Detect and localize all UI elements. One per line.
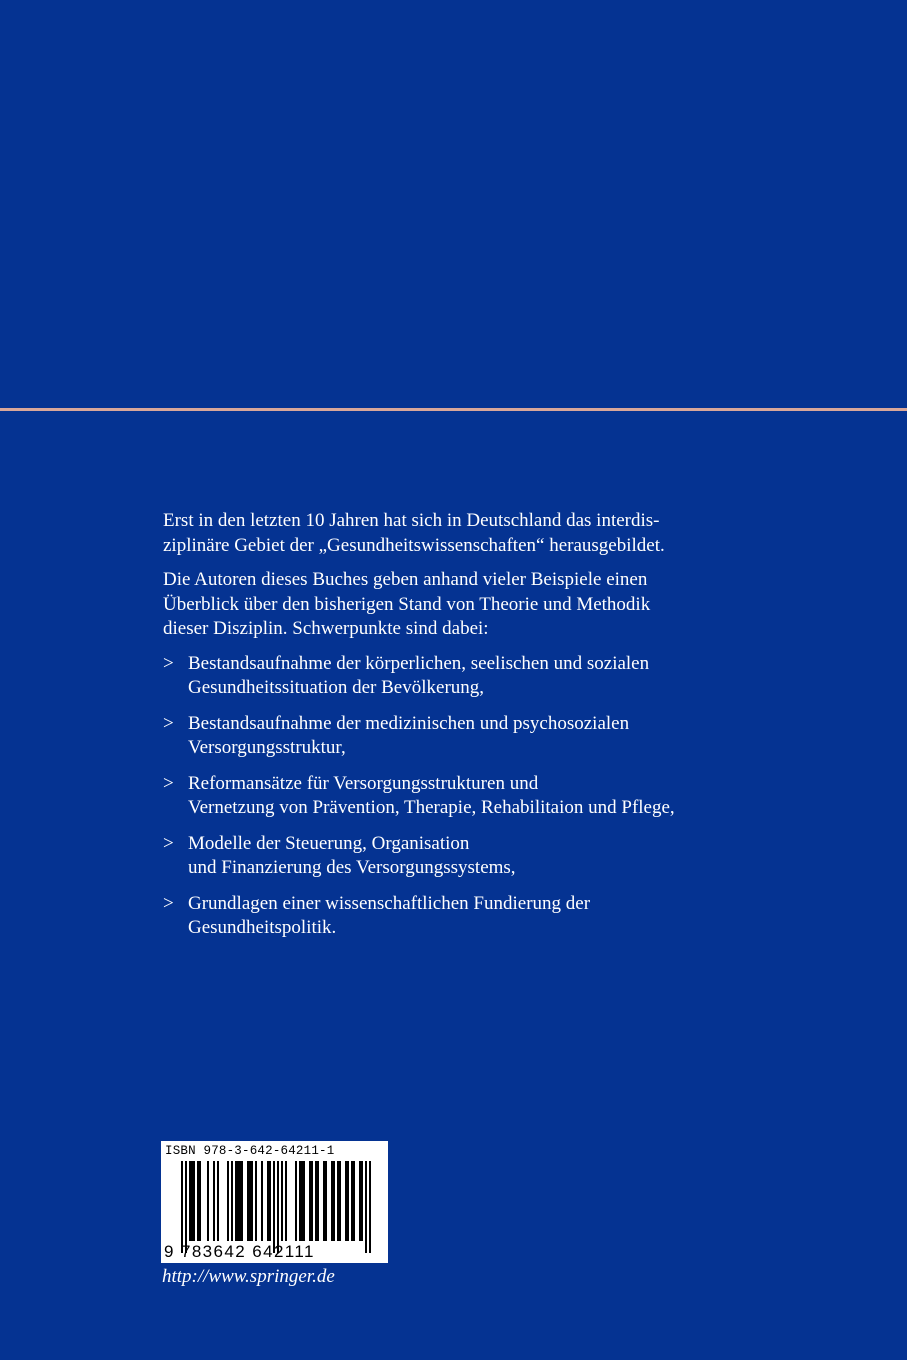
barcode-bar: [237, 1161, 239, 1241]
barcode-bar: [247, 1161, 249, 1241]
barcode-bar: [353, 1161, 355, 1241]
bullet-marker: >: [163, 652, 174, 674]
bullet-marker: >: [163, 772, 174, 794]
barcode-bar: [193, 1161, 195, 1241]
summary-paragraph: Die Autoren dieses Buches geben anhand vieler Beispiele einen Überblick über den bisherigen Stand von Theorie und Methodik dieser Disziplin. Schwerpunkte sind dabei:: [163, 569, 651, 639]
barcode-bar: [261, 1161, 263, 1241]
barcode-bar: [295, 1161, 297, 1241]
barcode-bar: [197, 1161, 199, 1241]
barcode-bar: [269, 1161, 271, 1241]
bullet-marker: >: [163, 892, 174, 914]
barcode-bar: [185, 1161, 187, 1253]
bullet-marker: >: [163, 832, 174, 854]
publisher-url[interactable]: http://www.springer.de: [162, 1266, 335, 1287]
divider-rule: [0, 408, 907, 411]
barcode-bar: [359, 1161, 361, 1241]
focus-list: [163, 652, 723, 941]
ean-digits: 9 783642 642111: [164, 1242, 315, 1261]
isbn-barcode: [161, 1141, 388, 1263]
barcode-bar: [241, 1161, 243, 1241]
barcode-bar: [299, 1161, 301, 1241]
list-item: > Bestandsaufnahme der medizinischen und psychosozialen Versorgungsstruktur,: [163, 712, 630, 758]
barcode-bar: [317, 1161, 319, 1241]
barcode-bar: [337, 1161, 339, 1241]
barcode-bar: [285, 1161, 287, 1241]
barcode-bar: [235, 1161, 237, 1241]
list-item: > Reformansätze für Versorgungsstrukturen und Vernetzung von Prävention, Therapie, Rehabilitaion und Pflege,: [163, 772, 675, 818]
list-item: > Grundlagen einer wissenschaftlichen Fundierung der Gesundheitspolitik.: [163, 892, 591, 938]
barcode-bar: [331, 1161, 333, 1241]
barcode-bar: [339, 1161, 341, 1241]
barcode-bar: [267, 1161, 269, 1241]
intro-paragraph: Erst in den letzten 10 Jahren hat sich in Deutschland das interdis- ziplinäre Gebiet der „Gesundheitswissenschaften“ herausgebildet.: [163, 510, 665, 556]
barcode-bar: [249, 1161, 251, 1241]
list-item: > Bestandsaufnahme der körperlichen, seelischen und sozialen Gesundheitssituation der Bevölkerung,: [163, 652, 650, 698]
barcode-bar: [365, 1161, 367, 1253]
bullet-marker: >: [163, 712, 174, 734]
barcode-bar: [369, 1161, 371, 1253]
barcode-bar: [251, 1161, 253, 1241]
barcode-bar: [227, 1161, 229, 1241]
barcode-bar: [217, 1161, 219, 1241]
barcode-bar: [361, 1161, 363, 1241]
barcode-bar: [323, 1161, 325, 1241]
back-cover-blurb: [163, 509, 723, 952]
barcode-bar: [315, 1161, 317, 1241]
barcode-bar: [347, 1161, 349, 1241]
barcode-bar: [333, 1161, 335, 1241]
barcode-bar: [277, 1161, 279, 1253]
barcode-bar: [351, 1161, 353, 1241]
barcode-bar: [189, 1161, 191, 1241]
barcode-bar: [303, 1161, 305, 1241]
barcode-bar: [213, 1161, 215, 1241]
barcode-bar: [207, 1161, 209, 1241]
barcode-bar: [239, 1161, 241, 1241]
barcode-bar: [301, 1161, 303, 1241]
barcode-bar: [325, 1161, 327, 1241]
barcode-bar: [309, 1161, 311, 1241]
barcode-bar: [199, 1161, 201, 1241]
barcode-bar: [345, 1161, 347, 1241]
barcode-bar: [281, 1161, 283, 1241]
barcode-bar: [273, 1161, 275, 1253]
list-item: > Modelle der Steuerung, Organisation und Finanzierung des Versorgungssystems,: [163, 832, 516, 878]
barcode-bar: [181, 1161, 183, 1253]
barcode-bar: [311, 1161, 313, 1241]
barcode-bar: [231, 1161, 233, 1241]
isbn-label: ISBN 978-3-642-64211-1: [165, 1144, 335, 1158]
barcode-bar: [191, 1161, 193, 1241]
barcode-bar: [255, 1161, 257, 1241]
